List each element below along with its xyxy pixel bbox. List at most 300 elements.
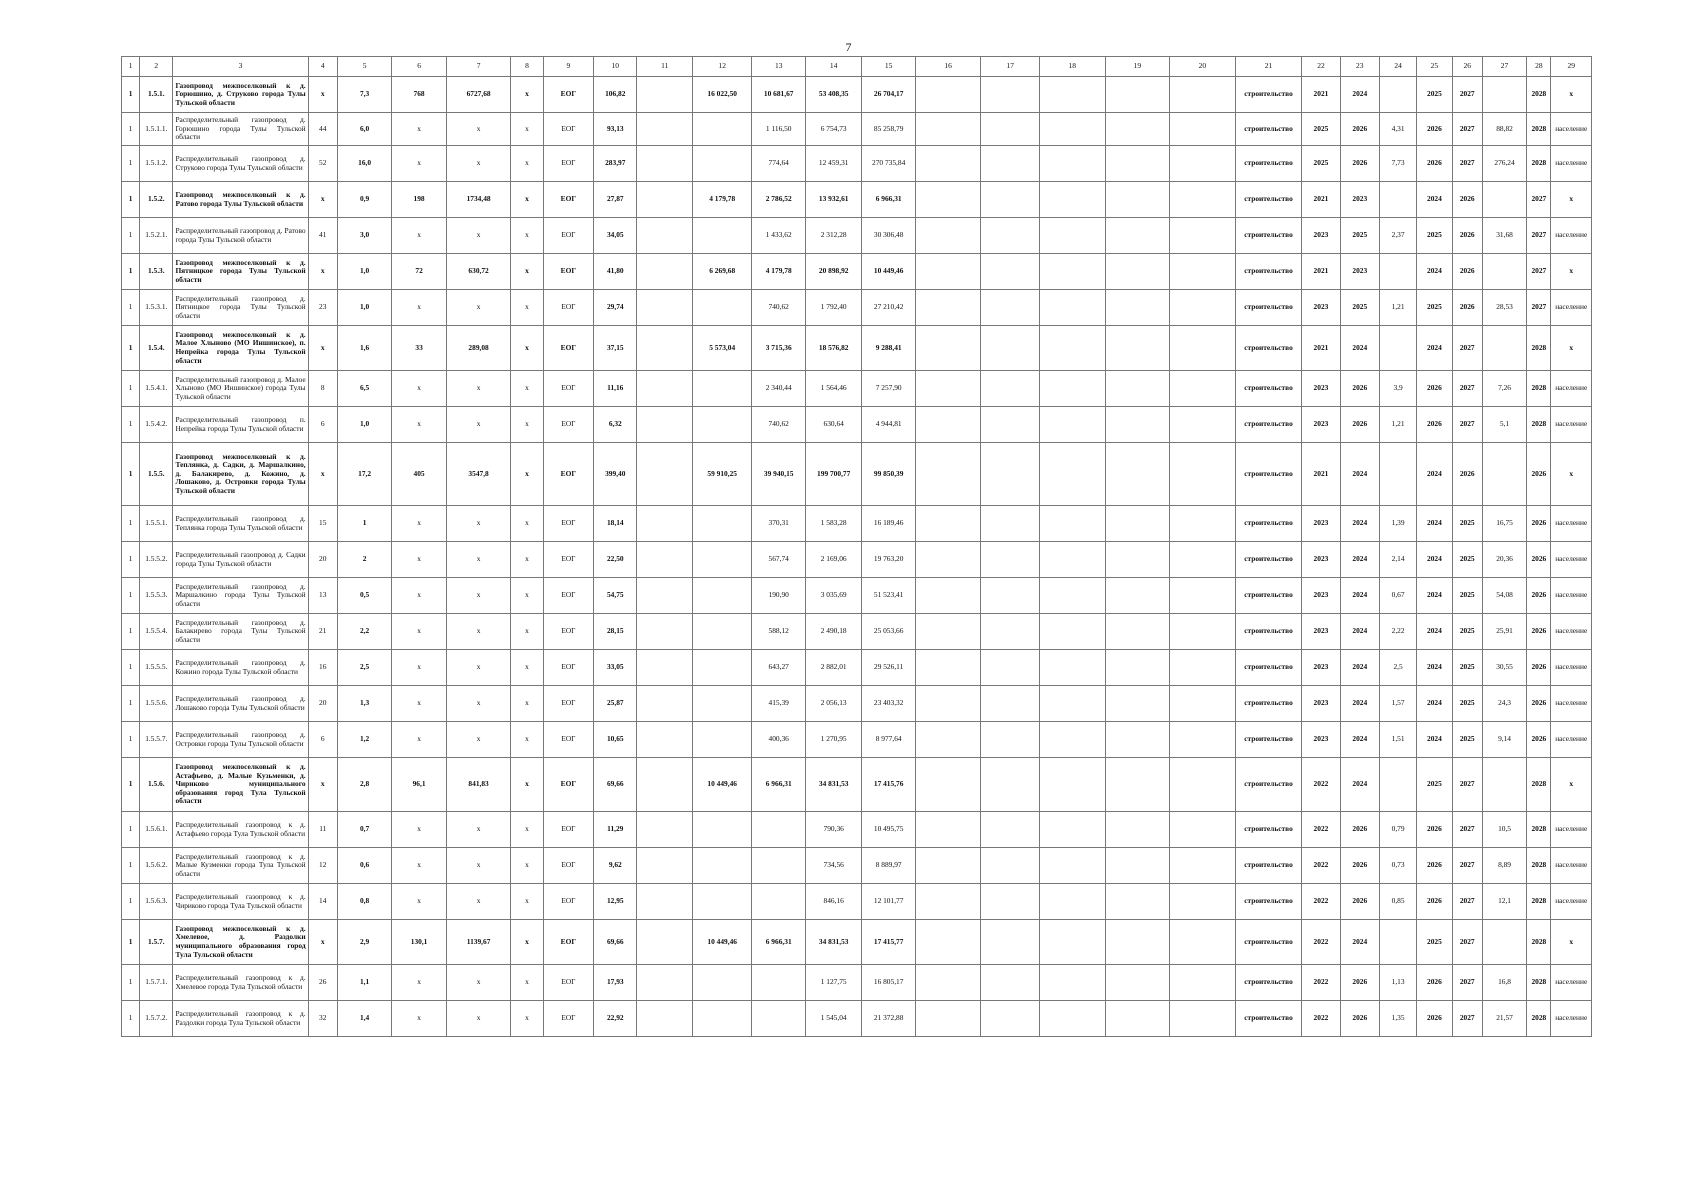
table-cell: 2022 (1302, 848, 1340, 884)
table-cell: 2026 (1417, 113, 1452, 146)
table-cell: 6,5 (337, 371, 391, 407)
table-cell: 3 035,69 (805, 578, 861, 614)
table-cell: ЕОГ (543, 146, 593, 182)
table-cell (692, 506, 752, 542)
table-cell: 1 (122, 758, 140, 812)
table-cell: 26 704,17 (862, 77, 915, 113)
table-cell: ЕОГ (543, 371, 593, 407)
object-name-cell: Распределительный газопровод к д. Малые Кузменки города Тула Тульской области (173, 848, 308, 884)
table-cell (981, 848, 1040, 884)
table-cell: население (1551, 218, 1592, 254)
table-cell: 2023 (1302, 650, 1340, 686)
table-cell (1170, 113, 1236, 146)
table-cell: 2026 (1527, 650, 1551, 686)
column-number-cell: 22 (1302, 57, 1340, 77)
table-cell (692, 578, 752, 614)
table-cell (1170, 884, 1236, 920)
table-cell: х (392, 578, 446, 614)
object-name-cell: Распределительный газопровод д. Балакирево города Тулы Тульской области (173, 614, 308, 650)
table-cell: 18,14 (594, 506, 637, 542)
table-cell: 16,0 (337, 146, 391, 182)
table-cell: население (1551, 542, 1592, 578)
table-cell: 2025 (1302, 113, 1340, 146)
table-cell: 69,66 (594, 758, 637, 812)
table-cell: 2026 (1340, 884, 1379, 920)
table-cell: 26 (308, 965, 337, 1001)
table-cell: 20 (308, 542, 337, 578)
column-number-cell: 23 (1340, 57, 1379, 77)
distribution-row (122, 965, 1592, 1001)
table-cell: 41 (308, 218, 337, 254)
table-cell: 276,24 (1482, 146, 1526, 182)
table-cell: х (446, 965, 511, 1001)
table-cell: х (392, 407, 446, 443)
table-cell (981, 254, 1040, 290)
table-cell: х (392, 650, 446, 686)
table-cell: население (1551, 1001, 1592, 1037)
object-name-cell: Распределительный газопровод д. Лошаково города Тулы Тульской области (173, 686, 308, 722)
table-cell (1105, 218, 1170, 254)
table-cell: 1734,48 (446, 182, 511, 218)
table-cell (1482, 758, 1526, 812)
table-cell: 2025 (1452, 686, 1482, 722)
table-cell: 54,08 (1482, 578, 1526, 614)
table-cell (1039, 326, 1105, 371)
table-cell (1105, 326, 1170, 371)
table-cell: население (1551, 686, 1592, 722)
table-cell: 2028 (1527, 371, 1551, 407)
table-cell (1105, 254, 1170, 290)
table-cell: 2022 (1302, 1001, 1340, 1037)
table-cell: 28,15 (594, 614, 637, 650)
table-cell: 17,93 (594, 965, 637, 1001)
table-cell (1039, 722, 1105, 758)
table-cell: 20 (308, 686, 337, 722)
table-cell: 12 459,31 (805, 146, 861, 182)
table-cell: 1 (122, 965, 140, 1001)
pipeline-row (122, 254, 1592, 290)
distribution-row (122, 542, 1592, 578)
table-cell (1170, 371, 1236, 407)
table-cell: 0,5 (337, 578, 391, 614)
table-cell: 1 (122, 407, 140, 443)
table-cell: х (446, 407, 511, 443)
table-cell: 2028 (1527, 758, 1551, 812)
table-cell: х (446, 506, 511, 542)
table-cell (1482, 443, 1526, 506)
table-cell (692, 686, 752, 722)
table-cell: 2028 (1527, 920, 1551, 965)
table-cell: х (511, 920, 543, 965)
table-cell: 2026 (1527, 578, 1551, 614)
table-cell: 1.5.5.3. (140, 578, 173, 614)
table-cell: строительство (1235, 371, 1302, 407)
table-cell: х (308, 920, 337, 965)
table-cell: ЕОГ (543, 1001, 593, 1037)
table-cell: 1 (122, 77, 140, 113)
table-cell (1170, 1001, 1236, 1037)
table-cell: 2026 (1452, 254, 1482, 290)
distribution-row (122, 686, 1592, 722)
table-cell: строительство (1235, 146, 1302, 182)
table-cell: 2,5 (1379, 650, 1416, 686)
table-cell: х (511, 1001, 543, 1037)
table-cell: х (308, 254, 337, 290)
table-cell: 2026 (1417, 965, 1452, 1001)
table-cell: 588,12 (752, 614, 805, 650)
column-number-cell: 14 (805, 57, 861, 77)
table-cell: 6 (308, 407, 337, 443)
table-cell: 8 (308, 371, 337, 407)
table-cell (1379, 920, 1416, 965)
table-cell: 1 433,62 (752, 218, 805, 254)
table-cell: 1.5.4. (140, 326, 173, 371)
table-cell: 18 576,82 (805, 326, 861, 371)
table-cell (1482, 326, 1526, 371)
table-cell: 2025 (1452, 506, 1482, 542)
table-cell (1170, 506, 1236, 542)
table-cell: 1 (122, 506, 140, 542)
table-cell (637, 77, 692, 113)
table-cell: строительство (1235, 578, 1302, 614)
table-cell: 29 526,11 (862, 650, 915, 686)
table-cell: 1,0 (337, 254, 391, 290)
table-cell: 2026 (1452, 182, 1482, 218)
table-cell: х (392, 542, 446, 578)
table-cell: 768 (392, 77, 446, 113)
table-cell (915, 254, 981, 290)
table-cell: строительство (1235, 290, 1302, 326)
table-cell (915, 848, 981, 884)
table-cell: х (392, 371, 446, 407)
table-cell: х (446, 884, 511, 920)
table-cell: 23 403,32 (862, 686, 915, 722)
distribution-row (122, 290, 1592, 326)
table-cell: 23 (308, 290, 337, 326)
table-cell (1039, 542, 1105, 578)
table-cell (1170, 578, 1236, 614)
table-cell: 2 786,52 (752, 182, 805, 218)
table-cell (1039, 1001, 1105, 1037)
table-cell: 289,08 (446, 326, 511, 371)
table-cell (1105, 920, 1170, 965)
table-cell: 2028 (1527, 812, 1551, 848)
table-cell (1379, 182, 1416, 218)
table-cell: х (511, 290, 543, 326)
table-cell: 1,13 (1379, 965, 1416, 1001)
table-cell (1105, 290, 1170, 326)
table-cell: 2026 (1417, 407, 1452, 443)
table-cell: 2027 (1452, 848, 1482, 884)
table-cell (1039, 614, 1105, 650)
table-cell: 6727,68 (446, 77, 511, 113)
table-cell: 16 805,17 (862, 965, 915, 1001)
table-cell: х (511, 506, 543, 542)
table-cell: 1 (122, 326, 140, 371)
table-cell (981, 218, 1040, 254)
table-cell: 2022 (1302, 812, 1340, 848)
table-cell: 9 288,41 (862, 326, 915, 371)
table-cell: 1.5.5.6. (140, 686, 173, 722)
column-number-cell: 12 (692, 57, 752, 77)
table-cell (1039, 758, 1105, 812)
table-cell: 11,16 (594, 371, 637, 407)
table-cell: 72 (392, 254, 446, 290)
table-cell: 1,6 (337, 326, 391, 371)
table-cell: х (392, 884, 446, 920)
table-cell: строительство (1235, 443, 1302, 506)
table-cell: 198 (392, 182, 446, 218)
table-cell: 2021 (1302, 254, 1340, 290)
table-cell: 0,79 (1379, 812, 1416, 848)
table-cell: х (446, 686, 511, 722)
table-cell: х (308, 182, 337, 218)
table-cell: 10 449,46 (692, 920, 752, 965)
table-cell: 2028 (1527, 884, 1551, 920)
table-cell: 22,92 (594, 1001, 637, 1037)
table-cell (915, 182, 981, 218)
table-cell: 2027 (1452, 1001, 1482, 1037)
table-cell: 2024 (1340, 920, 1379, 965)
table-cell: 2026 (1340, 812, 1379, 848)
table-cell: строительство (1235, 326, 1302, 371)
distribution-row (122, 371, 1592, 407)
table-cell (981, 614, 1040, 650)
table-cell (981, 812, 1040, 848)
table-cell (915, 146, 981, 182)
table-cell: 1.5.4.1. (140, 371, 173, 407)
table-cell (692, 812, 752, 848)
table-cell: 2026 (1340, 1001, 1379, 1037)
table-cell: 2024 (1340, 758, 1379, 812)
table-cell: 2028 (1527, 848, 1551, 884)
table-cell: 37,15 (594, 326, 637, 371)
table-cell: х (1551, 920, 1592, 965)
table-cell (752, 1001, 805, 1037)
table-cell: 2028 (1527, 965, 1551, 1001)
table-cell (1105, 578, 1170, 614)
table-cell: ЕОГ (543, 650, 593, 686)
table-cell (1039, 113, 1105, 146)
table-cell: 1139,67 (446, 920, 511, 965)
table-cell: 27,87 (594, 182, 637, 218)
table-cell (692, 650, 752, 686)
table-cell: 12,95 (594, 884, 637, 920)
table-cell: 88,82 (1482, 113, 1526, 146)
table-cell: 41,80 (594, 254, 637, 290)
table-cell (637, 920, 692, 965)
table-cell (1039, 77, 1105, 113)
table-cell (752, 965, 805, 1001)
table-cell (981, 965, 1040, 1001)
column-number-cell: 4 (308, 57, 337, 77)
table-cell (1039, 920, 1105, 965)
table-cell (1105, 884, 1170, 920)
table-cell: 7,26 (1482, 371, 1526, 407)
distribution-row (122, 848, 1592, 884)
table-cell: 6 754,73 (805, 113, 861, 146)
table-cell (981, 578, 1040, 614)
table-cell: 1 (122, 371, 140, 407)
table-cell: ЕОГ (543, 290, 593, 326)
column-number-cell: 20 (1170, 57, 1236, 77)
table-cell: 2023 (1302, 290, 1340, 326)
table-cell: 33,05 (594, 650, 637, 686)
table-cell: 22,50 (594, 542, 637, 578)
table-cell: 54,75 (594, 578, 637, 614)
table-cell: ЕОГ (543, 758, 593, 812)
table-cell: х (446, 722, 511, 758)
table-cell: 1 116,50 (752, 113, 805, 146)
table-cell (981, 650, 1040, 686)
table-cell: 34 831,53 (805, 758, 861, 812)
table-cell: 4,31 (1379, 113, 1416, 146)
table-cell: 2,8 (337, 758, 391, 812)
table-cell: 17 415,77 (862, 920, 915, 965)
table-cell: х (308, 758, 337, 812)
table-cell: 2027 (1452, 77, 1482, 113)
pipeline-row (122, 920, 1592, 965)
table-cell: 2025 (1417, 218, 1452, 254)
column-number-cell: 5 (337, 57, 391, 77)
table-cell: 2026 (1417, 146, 1452, 182)
column-number-cell: 10 (594, 57, 637, 77)
table-cell: 25 053,66 (862, 614, 915, 650)
table-cell: 1 583,28 (805, 506, 861, 542)
table-cell (915, 371, 981, 407)
table-cell: 2023 (1340, 182, 1379, 218)
table-cell: 1 (122, 722, 140, 758)
table-cell: ЕОГ (543, 578, 593, 614)
table-cell: 21 372,88 (862, 1001, 915, 1037)
table-cell (637, 254, 692, 290)
table-cell: 1.5.7.2. (140, 1001, 173, 1037)
table-cell: 1.5.6.3. (140, 884, 173, 920)
table-cell: строительство (1235, 182, 1302, 218)
table-cell: х (392, 614, 446, 650)
table-cell: 1,2 (337, 722, 391, 758)
table-cell (915, 578, 981, 614)
table-cell: х (392, 686, 446, 722)
table-cell: х (511, 686, 543, 722)
table-cell: 10 449,46 (692, 758, 752, 812)
distribution-row (122, 146, 1592, 182)
table-cell: х (446, 848, 511, 884)
table-cell (915, 614, 981, 650)
table-cell: х (392, 812, 446, 848)
table-cell: строительство (1235, 650, 1302, 686)
table-cell (1170, 812, 1236, 848)
table-cell: 400,36 (752, 722, 805, 758)
column-number-row (122, 57, 1592, 77)
table-cell (1039, 506, 1105, 542)
table-cell: население (1551, 371, 1592, 407)
table-cell: 2024 (1340, 77, 1379, 113)
table-cell: 2 340,44 (752, 371, 805, 407)
table-cell (1105, 443, 1170, 506)
table-cell (915, 686, 981, 722)
table-cell (981, 758, 1040, 812)
table-cell: 1.5.2. (140, 182, 173, 218)
table-cell (1379, 77, 1416, 113)
table-cell (692, 407, 752, 443)
table-cell: 99 850,39 (862, 443, 915, 506)
table-cell: 2026 (1417, 1001, 1452, 1037)
table-cell: 2023 (1302, 218, 1340, 254)
table-cell: 2 169,06 (805, 542, 861, 578)
table-cell (1105, 506, 1170, 542)
table-cell: х (511, 77, 543, 113)
table-cell: 2024 (1340, 542, 1379, 578)
table-cell: ЕОГ (543, 686, 593, 722)
object-name-cell: Распределительный газопровод к д. Хмелевое города Тула Тульской области (173, 965, 308, 1001)
table-cell: 2022 (1302, 965, 1340, 1001)
table-cell: 2027 (1452, 758, 1482, 812)
column-number-cell: 24 (1379, 57, 1416, 77)
table-cell: х (511, 812, 543, 848)
table-cell: 1 (122, 254, 140, 290)
table-cell: 10,5 (1482, 812, 1526, 848)
table-cell: 2024 (1417, 686, 1452, 722)
table-cell: 1 (122, 290, 140, 326)
column-number-cell: 15 (862, 57, 915, 77)
table-cell: 2025 (1452, 542, 1482, 578)
object-name-cell: Распределительный газопровод д. Горюшино города Тулы Тульской области (173, 113, 308, 146)
table-cell: 2027 (1452, 407, 1482, 443)
table-cell (1105, 686, 1170, 722)
table-cell (981, 884, 1040, 920)
table-cell (1105, 77, 1170, 113)
table-cell: 1.5.6.1. (140, 812, 173, 848)
table-cell (637, 146, 692, 182)
table-cell: ЕОГ (543, 812, 593, 848)
table-cell (915, 812, 981, 848)
table-cell: 11 (308, 812, 337, 848)
table-cell (1039, 884, 1105, 920)
table-cell: 4 179,78 (692, 182, 752, 218)
table-cell (692, 371, 752, 407)
table-cell: 1.5.1.2. (140, 146, 173, 182)
table-cell: строительство (1235, 920, 1302, 965)
table-cell: х (392, 722, 446, 758)
table-cell: 1,39 (1379, 506, 1416, 542)
object-name-cell: Газопровод межпоселковый к д. Хмелевое, д. Раздолки муниципального образования город Тула Тульской области (173, 920, 308, 965)
table-cell: 2027 (1527, 218, 1551, 254)
table-cell: 13 932,61 (805, 182, 861, 218)
table-cell (1039, 182, 1105, 218)
table-cell: 2024 (1340, 650, 1379, 686)
table-cell: 16 (308, 650, 337, 686)
table-cell: 2025 (1340, 290, 1379, 326)
table-cell: 2023 (1302, 506, 1340, 542)
table-cell (1482, 182, 1526, 218)
table-cell: 2028 (1527, 1001, 1551, 1037)
table-cell: 11,29 (594, 812, 637, 848)
table-cell: 9,14 (1482, 722, 1526, 758)
table-cell (915, 326, 981, 371)
table-cell (637, 290, 692, 326)
table-cell (1379, 443, 1416, 506)
table-cell: ЕОГ (543, 326, 593, 371)
table-cell: 2027 (1452, 884, 1482, 920)
table-cell: 2023 (1302, 578, 1340, 614)
table-cell: 0,9 (337, 182, 391, 218)
table-cell: население (1551, 506, 1592, 542)
table-cell: 2025 (1417, 758, 1452, 812)
table-cell: 1.5.5. (140, 443, 173, 506)
table-cell: 34,05 (594, 218, 637, 254)
table-cell: х (511, 722, 543, 758)
